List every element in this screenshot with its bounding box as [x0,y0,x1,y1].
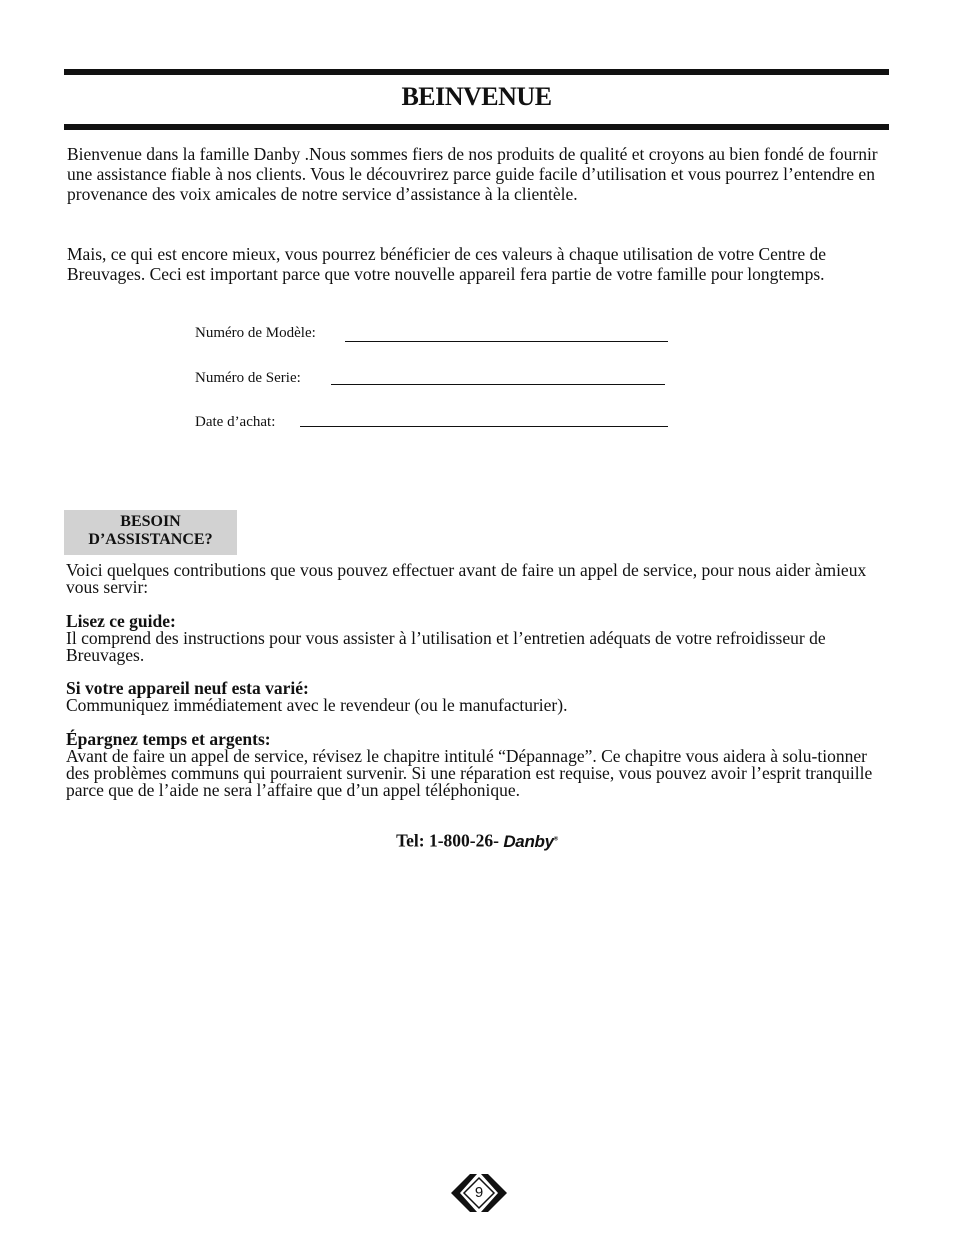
title-bottom-rule [64,124,889,130]
danby-logo-text: Danby [503,831,554,851]
serial-number-label: Numéro de Serie: [195,370,301,386]
page-title: BEINVENUE [401,82,552,111]
intro-paragraph-2: Mais, ce qui est encore mieux, vous pourrez bénéficier de ces valeurs à chaque utilisation de votre Centre de Breuvages. Ceci est important parce que votre nouvelle appareil fera partie de votre famille pour longtemps. [67,244,827,284]
telephone-line [0,829,954,852]
danby-logo [503,832,558,851]
assistance-intro: Voici quelques contributions que vous pouvez effectuer avant de faire un appel de service, pour nous aider àmieux vous servir: [66,560,867,597]
need-assistance-badge [64,510,237,555]
purchase-date-label: Date d’achat: [195,414,276,430]
tip-heading: Lisez ce guide: [66,611,176,631]
need-assistance-badge-line-2: D’ASSISTANCE? [88,531,213,548]
tip-save-time-money [66,731,889,799]
tip-body: Communiquez immédiatement avec le revendeur (ou le manufacturier). [66,695,568,715]
model-number-blank-line [345,341,668,342]
need-assistance-badge-line-1: BESOIN [120,513,181,530]
purchase-date-field [195,413,275,431]
model-number-field [195,324,316,342]
title-top-rule [64,69,889,75]
tip-body: Avant de faire un appel de service, révisez le chapitre intitulé “Dépannage”. Ce chapitre vous aidera à solu-tionner des problèmes communs qui pourraient survenir. Si une réparation est requise, vous pouvez avoir l’esprit tranquille parce que de l’aide ne sera l’affaire que d’un appel téléphonique. [66,746,873,800]
intro-paragraph-1: Bienvenue dans la famille Danby .Nous sommes fiers de nos produits de qualité et croyons au bien fondé de fournir une assistance fiable à nos clients. Vous le découvrirez parce guide facile d’utilisation et vous pourrez l’entendre en provenance des voix amicales de notre service d’assistance à la clientèle. [67,144,878,204]
tip-heading: Épargnez temps et argents: [66,729,271,749]
tip-heading: Si votre appareil neuf esta varié: [66,678,309,698]
page-number: 9 [474,1184,484,1201]
purchase-date-blank-line [300,426,668,427]
registered-mark: ® [553,836,558,842]
tip-read-guide [66,613,889,664]
telephone-number: Tel: 1-800-26- [396,830,499,851]
model-number-label: Numéro de Modèle: [195,325,316,341]
tip-body: Il comprend des instructions pour vous assister à l’utilisation et l’entretien adéquats de votre refroidisseur de Breuvages. [66,628,826,665]
serial-number-blank-line [331,384,665,385]
tip-damaged-appliance [66,680,889,714]
serial-number-field [195,369,301,387]
